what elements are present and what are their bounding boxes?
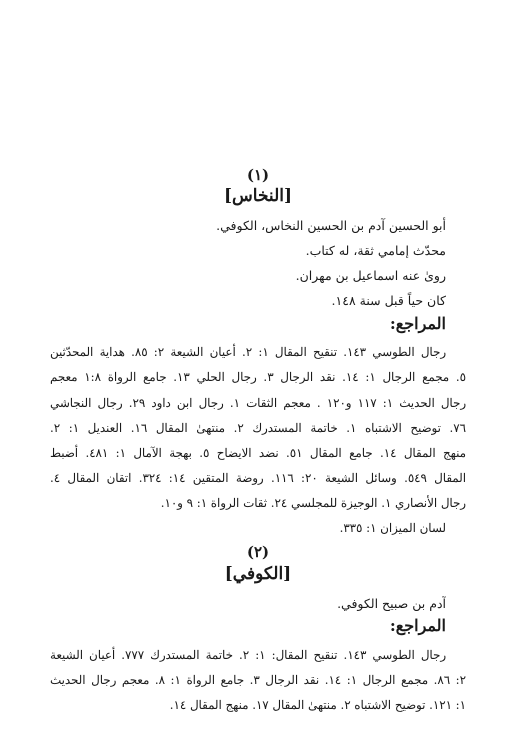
reference-line: ٢: ٨٦. مجمع الرجال ١: ١٤. نقد الرجال ٣. جامع الرواة ١: ٨. معجم رجال الحديث [50, 673, 466, 687]
reference-line: رجال الأنصاري ١. الوجيزة للمجلسي ٢٤. ثقات الرواة ١: ٩ و١٠. [160, 496, 466, 510]
entry-text-line: رویٰ عنه اسماعيل بن مهران. [295, 268, 446, 283]
reference-line: ١: ١٢١. توضيح الاشتباه ٢. منتهىٰ المقال ١٧. منهج المقال ١٤. [169, 698, 466, 712]
reference-line: لسان الميزان ١: ٣٣٥. [339, 521, 446, 535]
reference-line: رجال الطوسي ١٤٣. تنقيح المقال ١: ٢. أعيان الشيعة ٢: ٨٥. هداية المحدّثين [50, 345, 446, 359]
entry-number: (٢) [246, 543, 270, 561]
reference-line: ٥. مجمع الرجال ١: ١٤. نقد الرجال ٣. رجال الحلي ١٣. جامع الرواة ١:٨ معجم [50, 370, 466, 384]
entry-number: (١) [246, 166, 270, 184]
references-heading: المراجع: [389, 314, 446, 333]
entry-title: [الكوفي] [224, 564, 292, 584]
entry-text-line: كان حياً قبل سنة ١٤٨. [331, 293, 446, 308]
references-heading: المراجع: [389, 616, 446, 635]
entry-text-line: أبو الحسين آدم بن الحسين النخاس، الكوفي. [216, 218, 446, 233]
reference-line: ٧٦. توضيح الاشتباه ١. خاتمة المستدرك ٢. منتهىٰ المقال ١٦. العنديل ١: ٢. [50, 421, 466, 435]
entry-text-line: آدم بن صبيح الكوفي. [337, 596, 446, 611]
page [50, 0, 466, 737]
entry-text-line: محدّث إمامي ثقة، له كتاب. [305, 243, 446, 258]
reference-line: منهج المقال ١٤. جامع المقال ٥١. نضد الايضاح ٥. بهجة الآمال ١: ٤٨١. أضبط [50, 446, 466, 460]
reference-line: رجال الطوسي ١٤٣. تنقيح المقال: ١: ٢. خاتمة المستدرك ٧٧٧. أعيان الشيعة [50, 648, 446, 662]
reference-line: رجال الحديث ١: ١١٧ و١٢٠ . معجم الثقات ١. رجال ابن داود ٢٩. رجال النجاشي [50, 396, 466, 410]
entry-title: [النخاس] [223, 186, 293, 206]
reference-line: المقال ٥٤٩. وسائل الشيعة ٢٠: ١١٦. روضة المتقين ١٤: ٣٢٤. اتقان المقال ٤. [50, 471, 466, 485]
